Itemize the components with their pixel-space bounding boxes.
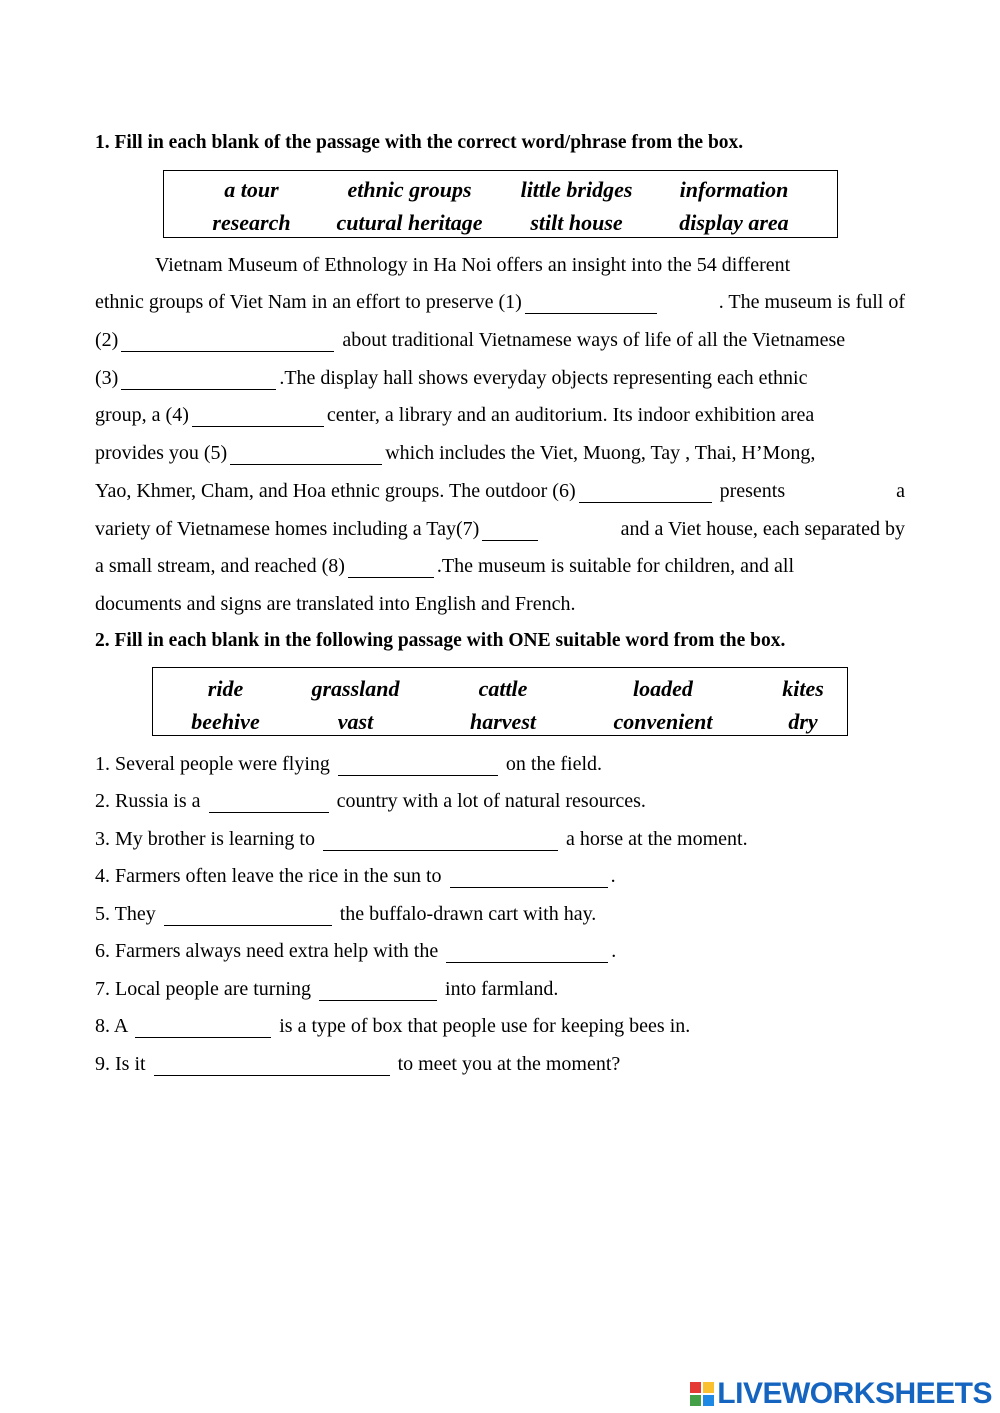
liveworksheets-logo-text: LIVEWORKSHEETS [717, 1377, 992, 1410]
word-box-item: convenient [613, 709, 713, 734]
blank-8-input[interactable] [348, 557, 434, 578]
word-box-item: little bridges [520, 177, 633, 202]
exercise-item: 1. Several people were flying on the field. [95, 753, 603, 775]
section1-heading: 1. Fill in each blank of the passage with the correct word/phrase from the box. [95, 132, 744, 153]
exercise-item: 8. A is a type of box that people use for keeping bees in. [95, 1015, 691, 1037]
word-box-item: cattle [478, 676, 528, 701]
blank-1-input[interactable] [525, 293, 657, 314]
item-4-input[interactable] [450, 867, 608, 888]
blank-6-input[interactable] [579, 482, 712, 503]
exercise-item: 6. Farmers always need extra help with the . [95, 940, 617, 962]
word-box-item: stilt house [530, 210, 623, 235]
passage-line: Yao, Khmer, Cham, and Hoa ethnic groups. The outdoor (6) presents a [95, 480, 905, 502]
passage-line: variety of Vietnamese homes including a Tay(7) and a Viet house, each separated by [95, 518, 905, 540]
item-8-input[interactable] [135, 1017, 271, 1038]
exercise-item: 5. They the buffalo-drawn cart with hay. [95, 903, 597, 925]
word-box-item: vast [337, 709, 374, 734]
exercise-item: 3. My brother is learning to a horse at the moment. [95, 828, 748, 850]
exercise-item: 9. Is it to meet you at the moment? [95, 1053, 621, 1075]
item-2-input[interactable] [209, 792, 329, 813]
passage-line: (3) .The display hall shows everyday objects representing each ethnic [95, 367, 808, 389]
blank-7-input[interactable] [482, 520, 538, 541]
section2-word-box [152, 667, 848, 736]
word-box-item: harvest [470, 709, 536, 734]
passage-line: documents and signs are translated into English and French. [95, 593, 576, 615]
liveworksheets-logo-icon [689, 1381, 715, 1407]
section1-word-box [163, 170, 838, 238]
item-9-input[interactable] [154, 1055, 390, 1076]
word-box-item: kites [782, 676, 824, 701]
blank-5-input[interactable] [230, 444, 382, 465]
blank-4-input[interactable] [192, 406, 324, 427]
passage-line: ethnic groups of Viet Nam in an effort to preserve (1) . The museum is full of [95, 291, 905, 313]
word-box-item: a tour [224, 177, 279, 202]
passage-line: a small stream, and reached (8) .The museum is suitable for children, and all [95, 555, 795, 577]
liveworksheets-logo [689, 1376, 992, 1412]
item-5-input[interactable] [164, 905, 332, 926]
blank-3-input[interactable] [121, 369, 276, 390]
word-box-item: ethnic groups [347, 177, 472, 202]
exercise-item: 2. Russia is a country with a lot of natural resources. [95, 790, 646, 812]
word-box-item: display area [679, 210, 789, 235]
word-box-item: grassland [311, 676, 400, 701]
word-box-item: research [212, 210, 291, 235]
item-7-input[interactable] [319, 980, 437, 1001]
word-box-item: cutural heritage [336, 210, 483, 235]
word-box-item: information [679, 177, 789, 202]
passage-line: (2) about traditional Vietnamese ways of life of all the Vietnamese [95, 329, 846, 351]
word-box-item: beehive [191, 709, 260, 734]
word-box-item: ride [207, 676, 244, 701]
item-3-input[interactable] [323, 830, 558, 851]
word-box-item: loaded [633, 676, 693, 701]
item-6-input[interactable] [446, 942, 608, 963]
exercise-item: 4. Farmers often leave the rice in the sun to . [95, 865, 616, 887]
passage-line: group, a (4) center, a library and an auditorium. Its indoor exhibition area [95, 404, 815, 426]
passage-line: provides you (5) which includes the Viet, Muong, Tay , Thai, H’Mong, [95, 442, 816, 464]
section2-heading: 2. Fill in each blank in the following passage with ONE suitable word from the box. [95, 630, 786, 651]
passage-line: Vietnam Museum of Ethnology in Ha Noi offers an insight into the 54 different [155, 254, 791, 276]
exercise-item: 7. Local people are turning into farmland. [95, 978, 559, 1000]
item-1-input[interactable] [338, 755, 498, 776]
word-box-item: dry [788, 709, 818, 734]
blank-2-input[interactable] [121, 331, 334, 352]
